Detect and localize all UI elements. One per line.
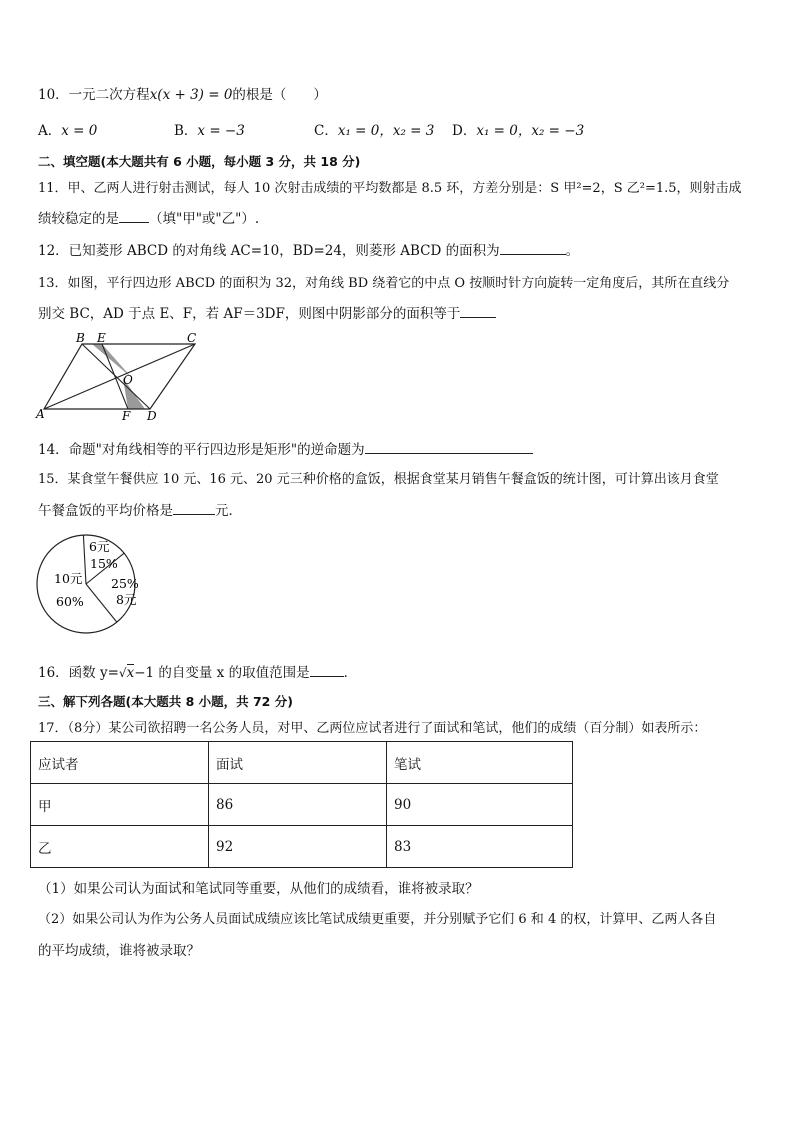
table-header: 笔试 — [387, 742, 573, 784]
pie-percent-60: 60% — [56, 594, 84, 609]
q11-answer-blank[interactable] — [119, 209, 149, 223]
table-cell: 83 — [387, 826, 573, 868]
table-cell: 甲 — [31, 784, 209, 826]
table-cell: 86 — [209, 784, 387, 826]
q12-line: 12．已知菱形 ABCD 的对角线 AC=10，BD=24，则菱形 ABCD 的面积为 。 — [38, 243, 580, 259]
table-header-row — [31, 742, 573, 784]
q10-stem-text: 10．一元二次方程 — [38, 87, 150, 103]
q10-equation: x(x + 3) = 0 — [149, 87, 233, 103]
label-d: D — [147, 409, 157, 423]
q14-answer-blank[interactable] — [365, 440, 533, 454]
label-b: B — [76, 331, 85, 345]
table-row — [31, 826, 573, 868]
pie-label-8yuan: 8元 — [116, 592, 137, 607]
table-cell: 乙 — [31, 826, 209, 868]
q17-sub2-line2: 的平均成绩，谁将被录取？ — [38, 943, 200, 959]
label-c: C — [187, 331, 197, 345]
q10-option-b[interactable]: B．x = −3 — [174, 123, 245, 139]
pie-slice-boundary — [83, 535, 86, 584]
table-cell: 90 — [387, 784, 573, 826]
label-e: E — [97, 331, 106, 345]
q10-stem-end: 的根是（ ） — [232, 87, 327, 103]
pie-percent-25: 25% — [111, 576, 139, 591]
label-f: F — [122, 409, 131, 423]
label-a: A — [36, 407, 45, 421]
table-cell: 92 — [209, 826, 387, 868]
pie-label-10yuan: 10元 — [54, 571, 83, 586]
pie-label-6yuan: 6元 — [89, 539, 110, 554]
diagonal-bd — [82, 344, 150, 409]
section3-title: 三、解下列各题(本大题共 8 小题，共 72 分) — [38, 694, 293, 709]
sqrt-x: √x — [118, 665, 135, 681]
q17-sub1: （1）如果公司认为面试和笔试同等重要，从他们的成绩看，谁将被录取？ — [38, 881, 479, 897]
q11-line1: 11．甲、乙两人进行射击测试，每人 10 次射击成绩的平均数都是 8.5 环，方差分别是：S 甲²=2，S 乙²=1.5，则射击成 — [38, 181, 742, 196]
parallelogram-figure — [30, 328, 210, 423]
q13-line1: 13．如图，平行四边形 ABCD 的面积为 32，对角线 BD 绕着它的中点 O 按顺时针方向旋转一定角度后，其所在直线分 — [38, 276, 730, 291]
section2-title: 二、填空题(本大题共有 6 小题，每小题 3 分，共 18 分) — [38, 154, 361, 169]
q10-option-c[interactable]: C．x₁ = 0，x₂ = 3 — [314, 123, 435, 139]
q17-sub2-line1: （2）如果公司认为作为公务人员面试成绩应该比笔试成绩更重要，并分别赋予它们 6 和 4 的权，计算甲、乙两人各自 — [38, 912, 717, 927]
label-o: O — [123, 373, 133, 387]
q10-option-d[interactable]: D．x₁ = 0，x₂ = −3 — [452, 123, 585, 139]
q10-option-a[interactable]: A．x = 0 — [38, 123, 98, 139]
q16-answer-blank[interactable] — [310, 663, 344, 677]
q14-line: 14．命题"对角线相等的平行四边形是矩形"的逆命题为 — [38, 438, 533, 458]
q11-line2: 绩较稳定的是 （填"甲"或"乙"）. — [38, 211, 260, 227]
table-header: 面试 — [209, 742, 387, 784]
q10-stem — [38, 83, 327, 103]
table-header: 应试者 — [31, 742, 209, 784]
scores-table — [30, 741, 573, 868]
q16-line: 16．函数 y=√x−1 的自变量 x 的取值范围是 ． — [38, 665, 358, 681]
q17-stem: 17．（8分）某公司欲招聘一名公务人员，对甲、乙两位应试者进行了面试和笔试，他们的成绩（百分制）如表所示： — [38, 721, 707, 736]
q15-line1: 15．某食堂午餐供应 10 元、16 元、20 元三种价格的盒饭，根据食堂某月销售午餐盒饭的统计图，可计算出该月食堂 — [38, 472, 719, 487]
pie-percent-15: 15% — [90, 556, 118, 571]
table-row — [31, 784, 573, 826]
pie-chart — [34, 528, 164, 640]
q13-answer-blank[interactable] — [460, 304, 496, 318]
q12-answer-blank[interactable] — [500, 241, 566, 255]
q13-line2: 别交 BC，AD 于点 E、F，若 AF＝3DF，则图中阴影部分的面积等于 — [38, 302, 496, 322]
q15-line2: 午餐盒饭的平均价格是 元． — [38, 503, 242, 519]
q15-answer-blank[interactable] — [173, 501, 215, 515]
